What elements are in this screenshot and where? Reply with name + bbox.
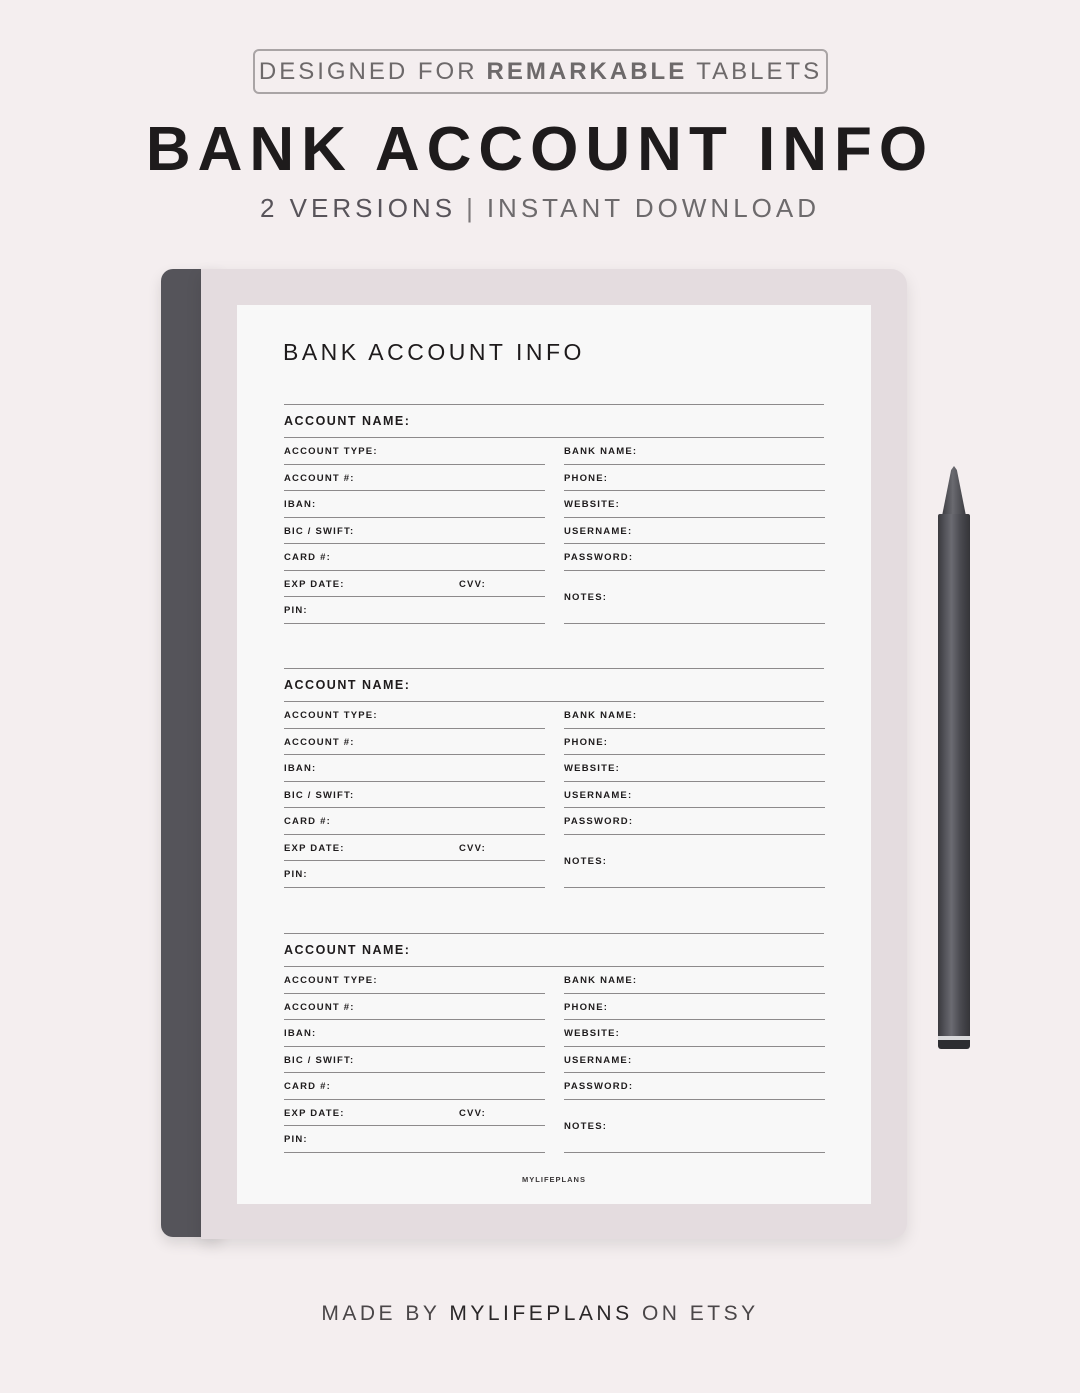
field-label: USERNAME: — [564, 525, 633, 537]
form-field-row[interactable] — [284, 571, 545, 598]
field-label: EXP DATE: — [284, 578, 345, 590]
designed-for-badge — [253, 49, 828, 94]
form-field-row[interactable] — [564, 491, 825, 518]
form-field-row[interactable] — [284, 438, 545, 465]
field-label: ACCOUNT TYPE: — [284, 446, 378, 457]
form-field-row[interactable] — [564, 1047, 825, 1074]
form-field-row[interactable] — [564, 994, 825, 1021]
badge-suffix: TABLETS — [696, 57, 823, 85]
field-label: ACCOUNT #: — [284, 736, 355, 748]
form-field-row[interactable] — [284, 465, 545, 492]
credit-brand: MYLIFEPLANS — [449, 1302, 633, 1325]
account-name-field[interactable]: ACCOUNT NAME: — [284, 404, 824, 438]
field-label: IBAN: — [284, 499, 317, 510]
form-field-row[interactable] — [564, 544, 825, 571]
account-name-field[interactable]: ACCOUNT NAME: — [284, 668, 824, 702]
field-label: WEBSITE: — [564, 1028, 621, 1039]
form-field-row[interactable] — [284, 702, 545, 729]
field-label: PIN: — [284, 869, 308, 880]
form-field-row[interactable] — [284, 491, 545, 518]
field-label: ACCOUNT #: — [284, 472, 355, 484]
form-field-row[interactable] — [284, 544, 545, 571]
account-section — [284, 404, 824, 626]
field-label: WEBSITE: — [564, 499, 621, 510]
field-label: BIC / SWIFT: — [284, 1054, 355, 1066]
field-label: ACCOUNT TYPE: — [284, 710, 378, 721]
account-section — [284, 668, 824, 890]
field-label: IBAN: — [284, 763, 317, 774]
form-field-row[interactable] — [564, 782, 825, 809]
tablet-screen — [237, 305, 871, 1204]
field-label: PIN: — [284, 605, 308, 616]
field-label: PASSWORD: — [564, 552, 634, 563]
field-label: USERNAME: — [564, 1054, 633, 1066]
notes-field[interactable] — [564, 835, 825, 888]
field-label: CARD #: — [284, 1081, 331, 1092]
subtitle-separator: | — [466, 193, 477, 223]
field-label: EXP DATE: — [284, 1107, 345, 1119]
subtitle-versions: 2 VERSIONS — [260, 193, 457, 223]
form-field-row[interactable] — [284, 1047, 545, 1074]
field-label: EXP DATE: — [284, 842, 345, 854]
credit-prefix: MADE BY — [321, 1302, 441, 1325]
form-field-row[interactable] — [564, 518, 825, 545]
form-field-row[interactable] — [284, 1073, 545, 1100]
field-label: CARD #: — [284, 552, 331, 563]
notes-label: NOTES: — [564, 1120, 608, 1132]
field-label: PHONE: — [564, 736, 609, 748]
field-label: PHONE: — [564, 1001, 609, 1013]
account-section — [284, 933, 824, 1155]
form-field-row[interactable] — [284, 1020, 545, 1047]
form-field-row[interactable] — [284, 808, 545, 835]
form-field-row[interactable] — [284, 755, 545, 782]
field-label: BIC / SWIFT: — [284, 789, 355, 801]
right-column — [564, 967, 825, 1153]
document-footer: MYLIFEPLANS — [522, 1175, 586, 1184]
form-field-row[interactable] — [564, 438, 825, 465]
credit-line — [0, 1302, 1080, 1332]
stylus-tip — [942, 466, 966, 516]
form-field-row[interactable] — [564, 729, 825, 756]
form-field-row[interactable] — [564, 1073, 825, 1100]
form-field-row[interactable] — [284, 782, 545, 809]
page-subtitle — [0, 190, 1080, 226]
right-column — [564, 438, 825, 624]
form-field-row[interactable] — [564, 465, 825, 492]
notes-label: NOTES: — [564, 855, 608, 867]
form-field-row[interactable] — [564, 702, 825, 729]
page-title: BANK ACCOUNT INFO — [145, 115, 935, 184]
form-field-row[interactable] — [284, 861, 545, 888]
stylus-cap — [938, 1036, 970, 1049]
form-field-row[interactable] — [284, 835, 545, 862]
form-field-row[interactable] — [284, 1126, 545, 1153]
field-label: PHONE: — [564, 472, 609, 484]
left-column — [284, 967, 545, 1153]
form-field-row[interactable] — [284, 994, 545, 1021]
badge-brand: REMARKABLE — [486, 57, 688, 85]
field-label: IBAN: — [284, 1028, 317, 1039]
cvv-label: CVV: — [459, 842, 486, 854]
notes-field[interactable] — [564, 1100, 825, 1153]
field-label: BANK NAME: — [564, 710, 638, 721]
field-label: WEBSITE: — [564, 763, 621, 774]
cvv-label: CVV: — [459, 1107, 486, 1119]
field-label: ACCOUNT TYPE: — [284, 975, 378, 986]
form-field-row[interactable] — [564, 1020, 825, 1047]
form-field-row[interactable] — [284, 729, 545, 756]
field-label: BANK NAME: — [564, 975, 638, 986]
form-field-row[interactable] — [284, 967, 545, 994]
field-label: CARD #: — [284, 816, 331, 827]
notes-label: NOTES: — [564, 591, 608, 603]
stylus — [938, 514, 970, 1038]
field-label: PASSWORD: — [564, 816, 634, 827]
notes-field[interactable] — [564, 571, 825, 624]
form-field-row[interactable] — [564, 755, 825, 782]
field-label: PIN: — [284, 1134, 308, 1145]
field-label: USERNAME: — [564, 789, 633, 801]
account-name-field[interactable]: ACCOUNT NAME: — [284, 933, 824, 967]
form-field-row[interactable] — [284, 518, 545, 545]
form-field-row[interactable] — [284, 1100, 545, 1127]
document-title: BANK ACCOUNT INFO — [283, 339, 585, 365]
field-label: ACCOUNT #: — [284, 1001, 355, 1013]
form-field-row[interactable] — [284, 597, 545, 624]
subtitle-download: INSTANT DOWNLOAD — [486, 193, 820, 223]
cvv-label: CVV: — [459, 578, 486, 590]
field-label: BANK NAME: — [564, 446, 638, 457]
field-label: BIC / SWIFT: — [284, 525, 355, 537]
field-label: PASSWORD: — [564, 1081, 634, 1092]
badge-prefix: DESIGNED FOR — [258, 57, 478, 85]
right-column — [564, 702, 825, 888]
form-field-row[interactable] — [564, 808, 825, 835]
form-field-row[interactable] — [564, 967, 825, 994]
left-column — [284, 702, 545, 888]
credit-suffix: ON ETSY — [641, 1302, 759, 1325]
left-column — [284, 438, 545, 624]
